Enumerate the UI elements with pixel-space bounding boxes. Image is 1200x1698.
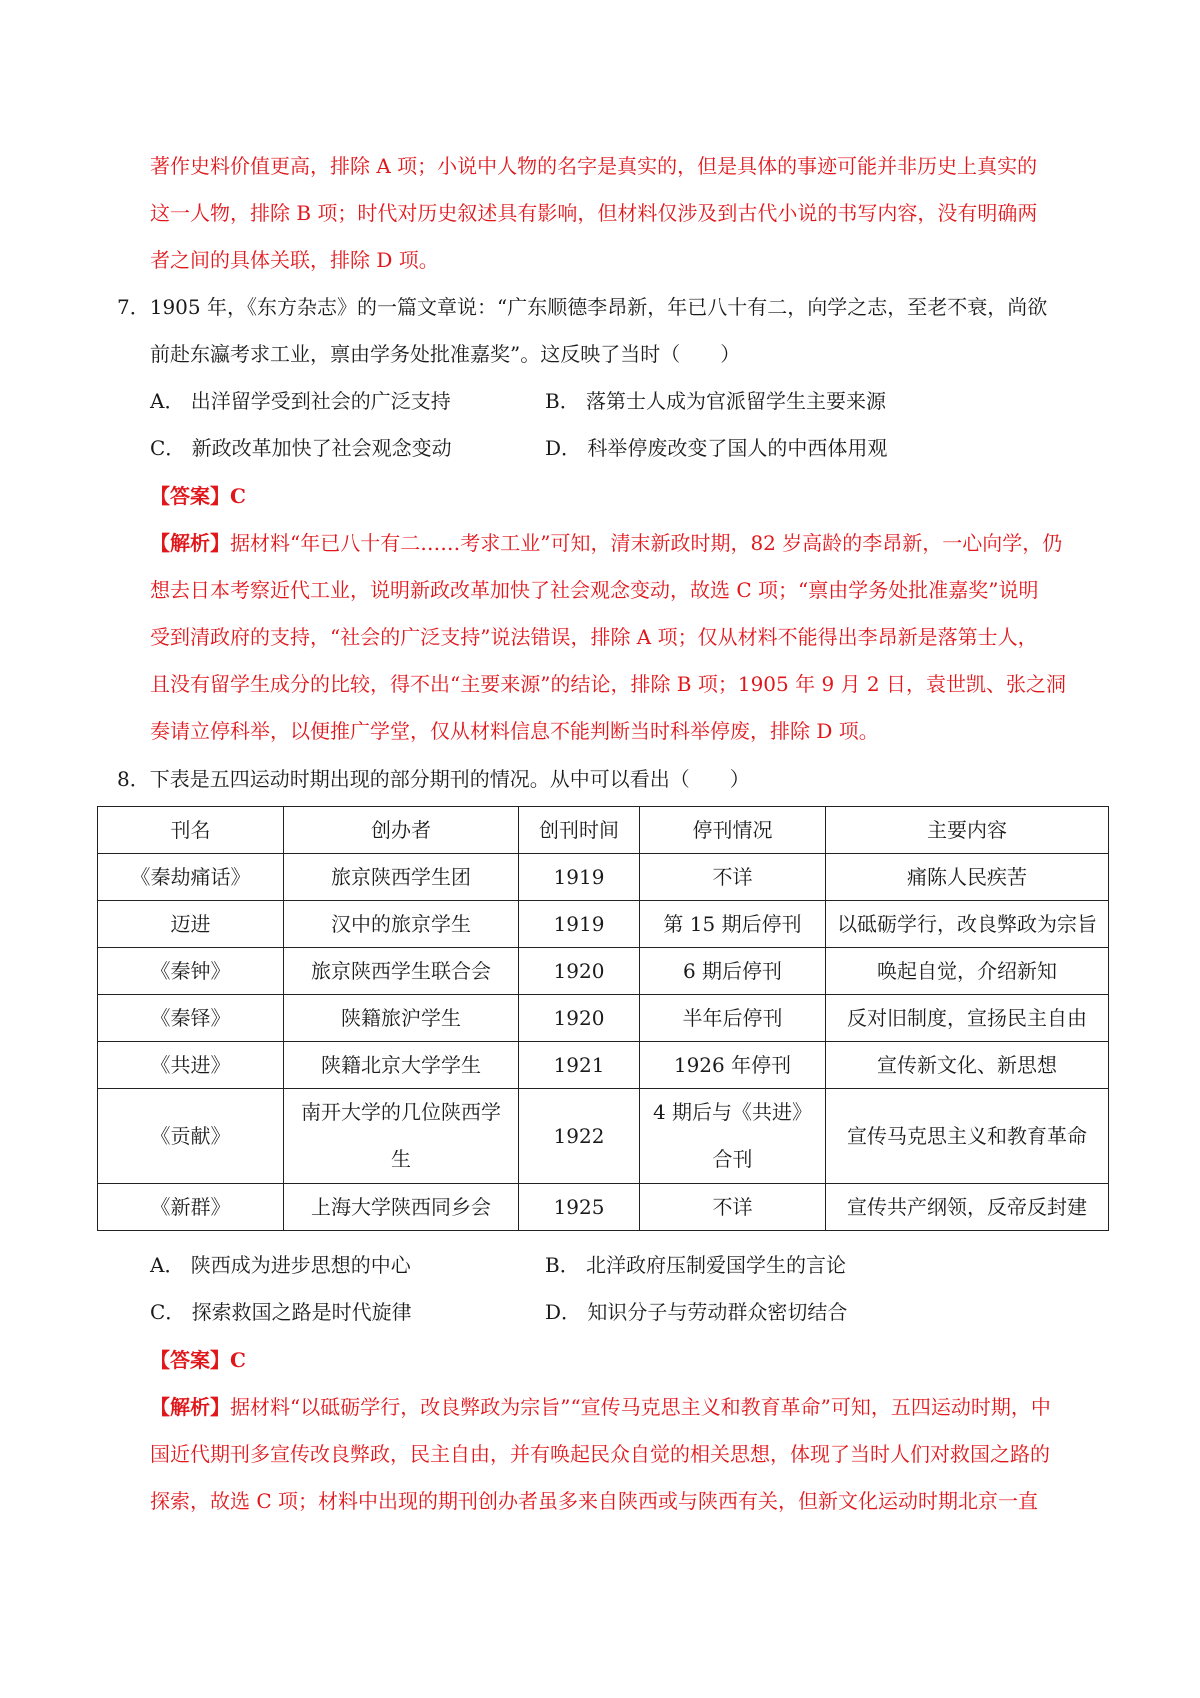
cell-name: 《贡献》 [98, 1089, 284, 1184]
prev-analysis-line-1: 著作史料价值更高，排除 A 项；小说中人物的名字是真实的，但是具体的事迹可能并非历史上真实的 [150, 154, 1038, 178]
q8-analysis-tag: 【解析】 [150, 1395, 230, 1419]
cell-founder: 上海大学陕西同乡会 [284, 1184, 519, 1231]
table-row [98, 901, 1109, 948]
cell-status: 半年后停刊 [640, 995, 826, 1042]
q7-analysis-line-1 [150, 528, 1062, 558]
q8-option-c: C． 探索救国之路是时代旋律 [150, 1300, 412, 1324]
cell-founder: 陕籍旅沪学生 [284, 995, 519, 1042]
table-row [98, 1042, 1109, 1089]
q7-option-b: B． 落第士人成为官派留学生主要来源 [545, 389, 887, 413]
cell-founder: 陕籍北京大学学生 [284, 1042, 519, 1089]
cell-founded: 1922 [519, 1089, 640, 1184]
header-status: 停刊情况 [640, 807, 826, 854]
cell-status: 6 期后停刊 [640, 948, 826, 995]
cell-name: 《秦劫痛话》 [98, 854, 284, 901]
periodicals-table [97, 806, 1109, 1231]
cell-founded: 1920 [519, 948, 640, 995]
cell-content: 痛陈人民疾苦 [826, 854, 1109, 901]
prev-analysis-line-2: 这一人物，排除 B 项；时代对历史叙述具有影响，但材料仅涉及到古代小说的书写内容，没有明确两 [150, 201, 1038, 225]
cell-founded: 1919 [519, 901, 640, 948]
q8-analysis-line-3: 探索，故选 C 项；材料中出现的期刊创办者虽多来自陕西或与陕西有关，但新文化运动时期北京一直 [150, 1489, 1039, 1513]
cell-founder: 旅京陕西学生团 [284, 854, 519, 901]
cell-content: 反对旧制度，宣扬民主自由 [826, 995, 1109, 1042]
cell-founder: 旅京陕西学生联合会 [284, 948, 519, 995]
cell-founded: 1925 [519, 1184, 640, 1231]
cell-content: 宣传马克思主义和教育革命 [826, 1089, 1109, 1184]
table-row [98, 1184, 1109, 1231]
cell-founder: 汉中的旅京学生 [284, 901, 519, 948]
q7-answer-tag: 【答案】 [150, 484, 230, 508]
q7-option-c: C． 新政改革加快了社会观念变动 [150, 436, 452, 460]
cell-status: 1926 年停刊 [640, 1042, 826, 1089]
q7-option-a: A． 出洋留学受到社会的广泛支持 [150, 389, 451, 413]
q7-answer-value: C [230, 484, 246, 508]
prev-analysis-line-3: 者之间的具体关联，排除 D 项。 [150, 248, 439, 272]
q8-option-b: B． 北洋政府压制爱国学生的言论 [545, 1253, 847, 1277]
table-header-row [98, 807, 1109, 854]
q7-stem-line-2: 前赴东瀛考求工业，禀由学务处批准嘉奖”。这反映了当时（ ） [150, 342, 741, 366]
q7-analysis-line-5: 奏请立停科举，以便推广学堂，仅从材料信息不能判断当时科举停废，排除 D 项。 [150, 719, 879, 743]
q7-answer [150, 481, 246, 511]
cell-status: 4 期后与《共进》合刊 [640, 1089, 826, 1184]
table-row [98, 854, 1109, 901]
header-name: 刊名 [98, 807, 284, 854]
q7-analysis-text-1: 据材料“年已八十有二……考求工业”可知，清末新政时期，82 岁高龄的李昂新，一心向学，仍 [230, 531, 1063, 555]
q8-analysis-line-1 [150, 1392, 1051, 1422]
cell-content: 唤起自觉，介绍新知 [826, 948, 1109, 995]
cell-founder: 南开大学的几位陕西学生 [284, 1089, 519, 1184]
q7-option-d: D． 科举停废改变了国人的中西体用观 [545, 436, 888, 460]
q7-stem-line-1: 7．1905 年，《东方杂志》的一篇文章说：“广东顺德李昂新，年已八十有二，向学之志，至老不衰，尚欲 [117, 295, 1048, 319]
cell-founded: 1920 [519, 995, 640, 1042]
table-row [98, 948, 1109, 995]
header-content: 主要内容 [826, 807, 1109, 854]
q7-analysis-line-3: 受到清政府的支持，“社会的广泛支持”说法错误，排除 A 项；仅从材料不能得出李昂新是落第士人， [150, 625, 1038, 649]
cell-name: 《秦钟》 [98, 948, 284, 995]
q7-analysis-tag: 【解析】 [150, 531, 230, 555]
cell-status: 第 15 期后停刊 [640, 901, 826, 948]
cell-name: 《新群》 [98, 1184, 284, 1231]
q8-answer-tag: 【答案】 [150, 1348, 230, 1372]
header-founded: 创刊时间 [519, 807, 640, 854]
cell-status: 不详 [640, 1184, 826, 1231]
q8-answer [150, 1345, 246, 1375]
cell-name: 迈进 [98, 901, 284, 948]
cell-status: 不详 [640, 854, 826, 901]
cell-content: 以砥砺学行，改良弊政为宗旨 [826, 901, 1109, 948]
cell-content: 宣传新文化、新思想 [826, 1042, 1109, 1089]
q7-analysis-line-4: 且没有留学生成分的比较，得不出“主要来源”的结论，排除 B 项；1905 年 9 月 2 日，袁世凯、张之洞 [150, 672, 1066, 696]
header-founder: 创办者 [284, 807, 519, 854]
table-row [98, 1089, 1109, 1184]
q7-analysis-line-2: 想去日本考察近代工业，说明新政改革加快了社会观念变动，故选 C 项；“禀由学务处批准嘉奖”说明 [150, 578, 1039, 602]
cell-name: 《共进》 [98, 1042, 284, 1089]
q8-analysis-line-2: 国近代期刊多宣传改良弊政，民主自由，并有唤起民众自觉的相关思想，体现了当时人们对救国之路的 [150, 1442, 1050, 1466]
q8-option-d: D． 知识分子与劳动群众密切结合 [545, 1300, 848, 1324]
cell-founded: 1921 [519, 1042, 640, 1089]
q8-answer-value: C [230, 1348, 246, 1372]
q8-stem: 8．下表是五四运动时期出现的部分期刊的情况。从中可以看出（ ） [117, 767, 750, 791]
table-row [98, 995, 1109, 1042]
cell-name: 《秦铎》 [98, 995, 284, 1042]
cell-content: 宣传共产纲领，反帝反封建 [826, 1184, 1109, 1231]
cell-founded: 1919 [519, 854, 640, 901]
q8-option-a: A． 陕西成为进步思想的中心 [150, 1253, 411, 1277]
q8-analysis-text-1: 据材料“以砥砺学行，改良弊政为宗旨”“宣传马克思主义和教育革命”可知，五四运动时期，中 [230, 1395, 1051, 1419]
